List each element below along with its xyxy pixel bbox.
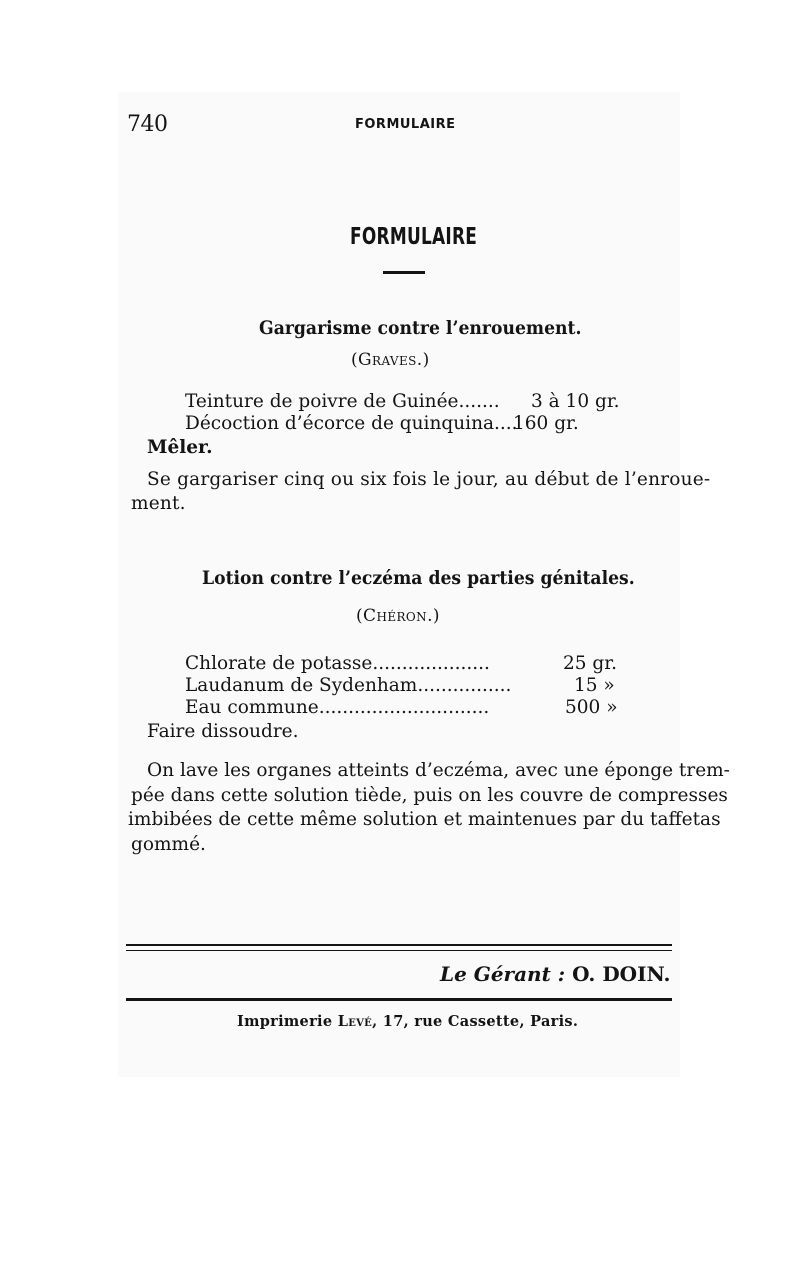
recipe-instruction: Mêler.	[147, 437, 213, 458]
ingredient-quantity: 160 gr.	[513, 413, 579, 434]
ingredient-name: Teinture de poivre de Guinée.......	[185, 391, 500, 412]
recipe-author-graves: (Graves.)	[351, 350, 430, 370]
section-title: FORMULAIRE	[350, 224, 478, 250]
footer-rule-bottom	[126, 998, 672, 1001]
recipe-heading-gargarisme: Gargarisme contre l’enrouement.	[259, 318, 582, 339]
running-title: FORMULAIRE	[355, 117, 456, 132]
ingredient-quantity: 500 »	[565, 697, 618, 718]
ingredient-name: Laudanum de Sydenham................	[185, 675, 512, 696]
recipe-usage-line: gommé.	[131, 834, 206, 855]
recipe-usage-line: Se gargariser cinq ou six fois le jour, au début de l’enroue-	[147, 469, 711, 490]
gerant-signature: Le Gérant : O. DOIN.	[440, 962, 671, 986]
ingredient-quantity: 25 gr.	[563, 653, 617, 674]
ingredient-name: Eau commune.............................	[185, 697, 490, 718]
ingredient-quantity: 15 »	[574, 675, 615, 696]
printer-imprint: Imprimerie Levé, 17, rue Cassette, Paris.	[237, 1013, 579, 1030]
ingredient-name: Décoction d’écorce de quinquina....	[185, 413, 518, 434]
recipe-instruction: Faire dissoudre.	[147, 721, 299, 742]
ingredient-quantity: 3 à 10 gr.	[531, 391, 620, 412]
title-divider	[383, 271, 425, 274]
recipe-usage-line: imbibées de cette même solution et maintenues par du taffetas	[128, 809, 721, 830]
ingredient-name: Chlorate de potasse....................	[185, 653, 490, 674]
recipe-author-cheron: (Chéron.)	[356, 606, 440, 626]
recipe-usage-line: pée dans cette solution tiède, puis on les couvre de compresses	[131, 785, 728, 806]
footer-rule-top	[126, 944, 672, 946]
recipe-heading-lotion: Lotion contre l’eczéma des parties génitales.	[202, 568, 635, 589]
page-number: 740	[127, 112, 168, 137]
recipe-usage-line: On lave les organes atteints d’eczéma, avec une éponge trem-	[147, 760, 730, 781]
recipe-usage-line: ment.	[131, 493, 186, 514]
footer-rule-top-thin	[126, 950, 672, 951]
